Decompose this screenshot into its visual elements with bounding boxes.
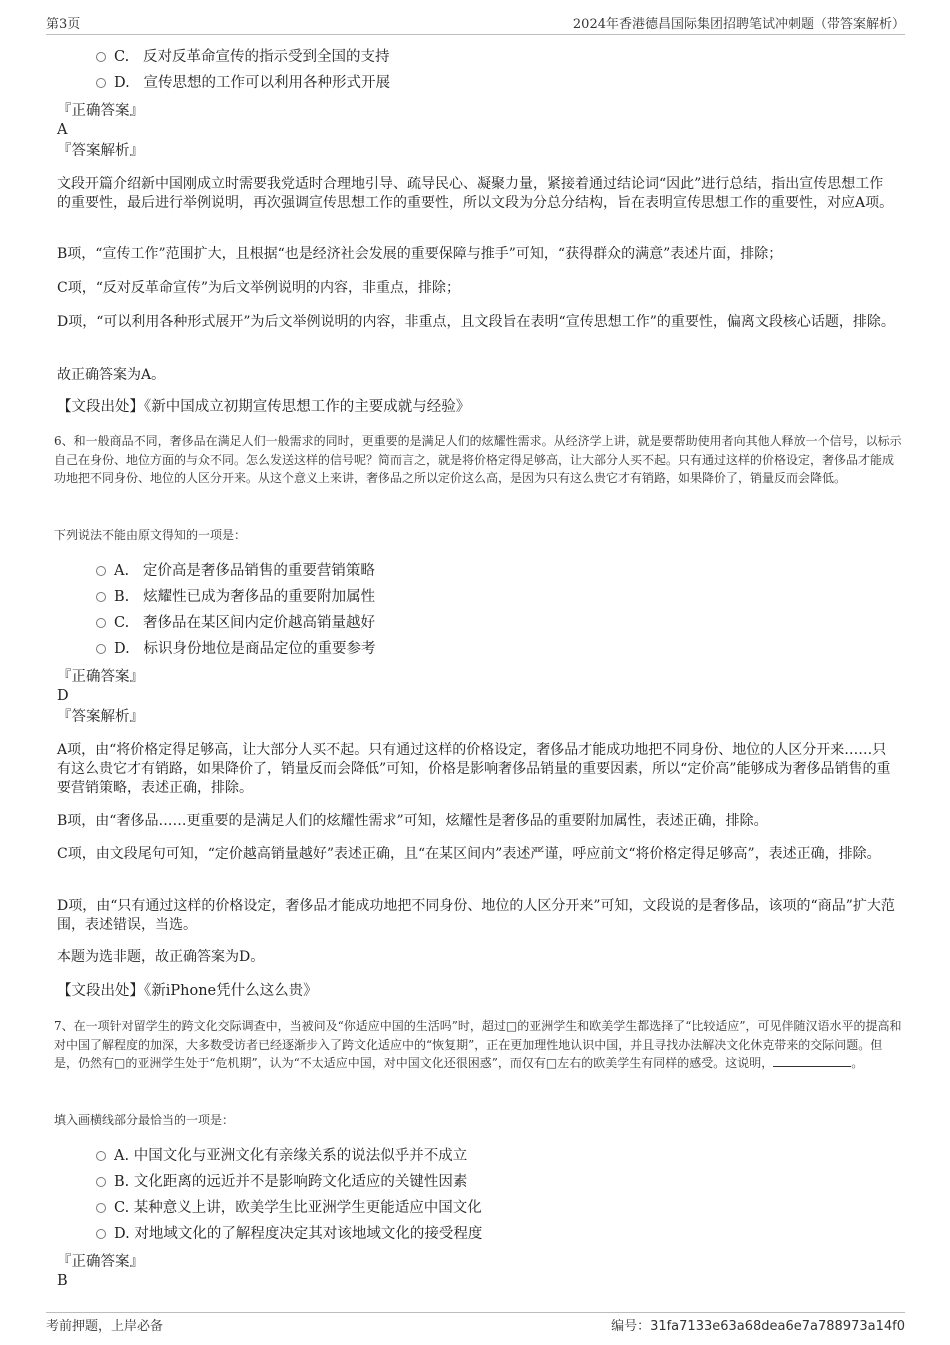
q6-analysis-paragraph: D项，由“只有通过这样的价格设定，奢侈品才能成功地把不同身份、地位的人区分开来”可知，文段说的是奢侈品，该项的“商品”扩大范围，表述错误，当选。 — [57, 898, 895, 933]
q6-analysis-paragraph: A项，由“将价格定得足够高，让大部分人买不起。只有通过这样的价格设定，奢侈品才能成功地把不同身份、地位的人区分开来……只有这么贵它才有销路，如果降价了，销量反而会降低”可知，价格是影响奢侈品销量的重要因素，所以“定价高”能够成为奢侈品销售的重要营销策略，表述正确，排除。 — [57, 742, 891, 796]
q6-source: 【文段出处】《新iPhone凭什么这么贵》 — [57, 983, 318, 999]
q6-option-b[interactable]: B. 炫耀性已成为奢侈品的重要附加属性 — [96, 587, 375, 607]
q6-analysis-label: 『答案解析』 — [57, 709, 144, 725]
radio-icon[interactable] — [96, 52, 106, 62]
page-number: 第3页 — [46, 17, 81, 32]
radio-icon[interactable] — [96, 644, 106, 654]
radio-icon[interactable] — [96, 1203, 106, 1213]
q6-option-c[interactable]: C. 奢侈品在某区间内定价越高销量越好 — [96, 613, 375, 633]
radio-icon[interactable] — [96, 1151, 106, 1161]
radio-icon[interactable] — [96, 592, 106, 602]
q5-answer: A — [57, 122, 68, 138]
footer-slogan: 考前押题，上岸必备 — [46, 1319, 164, 1334]
radio-icon[interactable] — [96, 78, 106, 88]
q6-analysis-paragraph: C项，由文段尾句可知，“定价越高销量越好”表述正确，且“在某区间内”表述严谨，呼应前文“将价格定得足够高”，表述正确，排除。 — [57, 846, 881, 862]
q5-analysis-paragraph: 文段开篇介绍新中国刚成立时需要我党适时合理地引导、疏导民心、凝聚力量，紧接着通过结论词“因此”进行总结，指出宣传思想工作的重要性，最后进行举例说明，再次强调宣传思想工作的重要性，所以文段为分总分结构，旨在表明宣传思想工作的重要性，对应A项。 — [57, 176, 894, 211]
q6-analysis-paragraph: B项，由“奢侈品……更重要的是满足人们的炫耀性需求”可知，炫耀性是奢侈品的重要附加属性，表述正确，排除。 — [57, 813, 768, 829]
q7-answer-label: 『正确答案』 — [57, 1254, 144, 1270]
q5-analysis-label: 『答案解析』 — [57, 143, 144, 159]
q5-analysis-paragraph: B项，“宣传工作”范围扩大，且根据“也是经济社会发展的重要保障与推手”可知，“获得群众的满意”表述片面，排除； — [57, 246, 783, 262]
document-id: 编号：31fa7133e63a68dea6e7a788973a14f0 — [611, 1319, 905, 1334]
q6-prompt: 下列说法不能由原文得知的一项是： — [54, 528, 247, 542]
radio-icon[interactable] — [96, 1177, 106, 1187]
q5-analysis-paragraph: 故正确答案为A。 — [57, 367, 166, 383]
radio-icon[interactable] — [96, 1229, 106, 1239]
q6-answer: D — [57, 688, 69, 704]
q5-analysis-paragraph: D项，“可以利用各种形式展开”为后文举例说明的内容，非重点，且文段旨在表明“宣传思想工作”的重要性，偏离文段核心话题，排除。 — [57, 314, 895, 330]
q6-analysis-paragraph: 本题为选非题，故正确答案为D。 — [57, 949, 265, 965]
q5-answer-label: 『正确答案』 — [57, 103, 144, 119]
q6-stem: 6、和一般商品不同，奢侈品在满足人们一般需求的同时，更重要的是满足人们的炫耀性需求。从经济学上讲，就是要帮助使用者向其他人释放一个信号，以标示自己在身份、地位方面的与众不同。怎么发送这样的信号呢？简而言之，就是将价格定得足够高，让大部分人买不起。只有通过这样的价格设定，奢侈品才能成功地把不同身份、地位的人区分开来。从这个意义上来讲，奢侈品之所以定价这么高，是因为只有这么贵它才有销路，如果降价了，销量反而会降低。 — [54, 434, 902, 485]
q7-answer: B — [57, 1273, 68, 1289]
q5-option-c[interactable]: C. 反对反革命宣传的指示受到全国的支持 — [96, 47, 390, 67]
q7-option-a[interactable]: A. 中国文化与亚洲文化有亲缘关系的说法似乎并不成立 — [96, 1146, 467, 1166]
page-header — [46, 13, 905, 35]
radio-icon[interactable] — [96, 618, 106, 628]
q5-analysis-paragraph: C项，“反对反革命宣传”为后文举例说明的内容，非重点，排除； — [57, 280, 461, 296]
q6-option-d[interactable]: D. 标识身份地位是商品定位的重要参考 — [96, 639, 376, 659]
q6-answer-label: 『正确答案』 — [57, 669, 144, 685]
fill-blank[interactable] — [773, 1055, 851, 1067]
q7-option-c[interactable]: C. 某种意义上讲，欧美学生比亚洲学生更能适应中国文化 — [96, 1198, 482, 1218]
q5-option-d[interactable]: D. 宣传思想的工作可以利用各种形式开展 — [96, 73, 390, 93]
q5-source: 【文段出处】《新中国成立初期宣传思想工作的主要成就与经验》 — [57, 399, 471, 415]
document-title: 2024年香港德昌国际集团招聘笔试冲刺题（带答案解析） — [572, 17, 905, 32]
q7-option-d[interactable]: D. 对地域文化的了解程度决定其对该地域文化的接受程度 — [96, 1224, 482, 1244]
q7-stem: 7、在一项针对留学生的跨文化交际调查中，当被问及“你适应中国的生活吗”时，超过□的亚洲学生和欧美学生都选择了“比较适应”，可见伴随汉语水平的提高和对中国了解程度的加深，大多数受访者已经逐渐步入了跨文化适应中的“恢复期”，正在更加理性地认识中国，并且寻找办法解决文化休克带来的交际问题。但是，仍然有□的亚洲学生处于“危机期”，认为“不太适应中国，对中国文化还很困惑”，而仅有□左右的欧美学生有同样的感受。这说明， 。 — [54, 1019, 902, 1070]
radio-icon[interactable] — [96, 566, 106, 576]
q7-prompt: 填入画横线部分最恰当的一项是： — [54, 1113, 235, 1127]
page-footer — [46, 1312, 905, 1334]
q7-option-b[interactable]: B. 文化距离的远近并不是影响跨文化适应的关键性因素 — [96, 1172, 467, 1192]
q6-option-a[interactable]: A. 定价高是奢侈品销售的重要营销策略 — [96, 561, 375, 581]
